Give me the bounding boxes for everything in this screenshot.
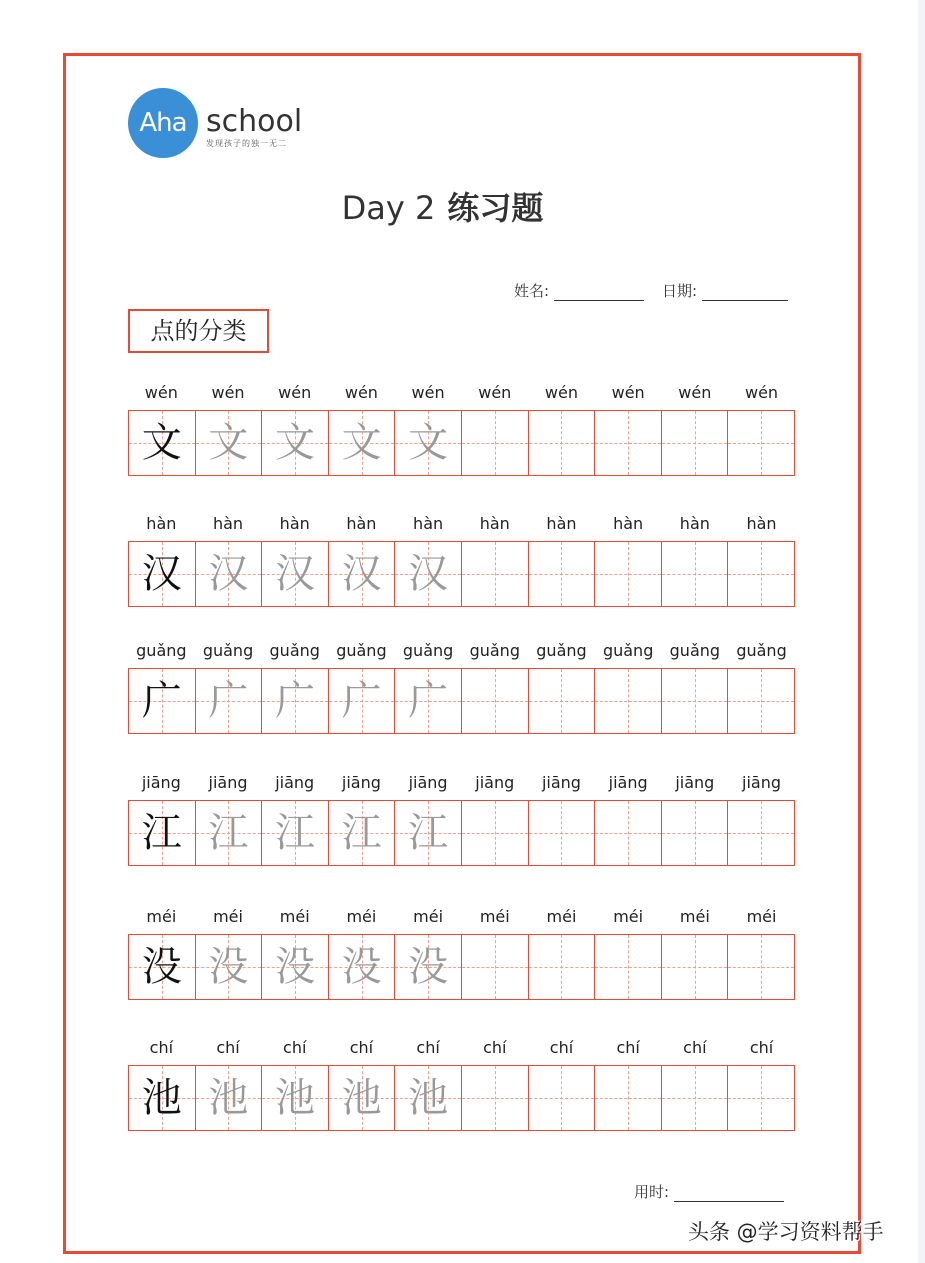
model-character: 没: [141, 944, 182, 990]
pinyin: guǎng: [669, 641, 721, 660]
writing-cell[interactable]: [462, 1066, 529, 1130]
trace-character: 江: [274, 810, 315, 856]
pinyin: hàn: [613, 514, 644, 533]
pinyin: wén: [278, 383, 312, 402]
pinyin: hàn: [479, 514, 510, 533]
practice-row: [128, 907, 795, 1000]
writing-cell[interactable]: [529, 669, 596, 733]
pinyin: wén: [211, 383, 245, 402]
writing-cell[interactable]: [329, 542, 396, 606]
pinyin: jiāng: [275, 773, 315, 792]
trace-character: 池: [408, 1075, 449, 1121]
writing-cell[interactable]: [196, 1066, 263, 1130]
name-field: [514, 280, 644, 301]
pinyin: chí: [683, 1038, 707, 1057]
trace-character: 广: [341, 678, 382, 724]
time-blank[interactable]: [674, 1185, 784, 1202]
pinyin: jiāng: [141, 773, 181, 792]
pinyin: guǎng: [536, 641, 587, 660]
tianzige-grid: [128, 934, 795, 1000]
model-character: 文: [141, 420, 182, 466]
writing-cell[interactable]: [129, 801, 196, 865]
writing-cell[interactable]: [129, 542, 196, 606]
pinyin: guǎng: [736, 641, 787, 660]
date-blank[interactable]: [702, 284, 788, 301]
pinyin: méi: [146, 907, 177, 926]
writing-cell[interactable]: [196, 801, 263, 865]
pinyin: wén: [744, 383, 779, 402]
writing-cell[interactable]: [395, 935, 462, 999]
writing-cell[interactable]: [462, 801, 529, 865]
pinyin-row: [128, 907, 795, 929]
pinyin: wén: [611, 383, 645, 402]
writing-cell[interactable]: [395, 801, 462, 865]
trace-character: 池: [208, 1075, 249, 1121]
trace-character: 广: [274, 678, 315, 724]
pinyin: guǎng: [602, 641, 654, 660]
pinyin: méi: [413, 907, 444, 926]
pinyin: wén: [544, 383, 578, 402]
pinyin: chí: [483, 1038, 507, 1057]
date-label: 日期:: [662, 282, 698, 300]
pinyin: chí: [749, 1038, 774, 1057]
writing-cell[interactable]: [728, 1066, 795, 1130]
pinyin: jiāng: [541, 773, 581, 792]
writing-cell[interactable]: [329, 411, 396, 475]
practice-row: [128, 1038, 795, 1131]
writing-cell[interactable]: [728, 542, 795, 606]
pinyin: guǎng: [402, 641, 454, 660]
writing-cell[interactable]: [529, 801, 596, 865]
tianzige-grid: [128, 541, 795, 607]
pinyin: jiāng: [475, 773, 515, 792]
writing-cell[interactable]: [595, 669, 662, 733]
writing-cell[interactable]: [462, 411, 529, 475]
writing-cell[interactable]: [262, 1066, 329, 1130]
writing-cell[interactable]: [529, 935, 596, 999]
pinyin: chí: [549, 1038, 574, 1057]
writing-cell[interactable]: [728, 935, 795, 999]
pinyin: méi: [613, 907, 644, 926]
writing-cell[interactable]: [529, 1066, 596, 1130]
tianzige-grid: [128, 800, 795, 866]
writing-cell[interactable]: [529, 542, 596, 606]
pinyin: jiāng: [742, 773, 782, 792]
page-title: [0, 183, 885, 229]
writing-cell[interactable]: [129, 411, 196, 475]
trace-character: 没: [208, 944, 249, 990]
pinyin-row: [128, 773, 795, 795]
trace-character: 广: [408, 678, 449, 724]
title-label: 练习题: [447, 189, 544, 227]
model-character: 池: [141, 1075, 182, 1121]
pinyin: méi: [546, 907, 577, 926]
writing-cell[interactable]: [395, 1066, 462, 1130]
writing-cell[interactable]: [595, 801, 662, 865]
writing-cell[interactable]: [662, 669, 729, 733]
writing-cell[interactable]: [329, 1066, 396, 1130]
trace-character: 汉: [208, 551, 249, 597]
writing-cell[interactable]: [129, 935, 196, 999]
pinyin: wén: [478, 383, 512, 402]
pinyin-row: [128, 514, 795, 536]
writing-cell[interactable]: [395, 669, 462, 733]
pinyin: méi: [746, 907, 777, 926]
trace-character: 文: [208, 420, 249, 466]
pinyin: guǎng: [336, 641, 387, 660]
pinyin: hàn: [212, 514, 244, 533]
trace-character: 池: [274, 1075, 315, 1121]
name-blank[interactable]: [554, 284, 644, 301]
trace-character: 广: [208, 678, 249, 724]
writing-cell[interactable]: [662, 801, 729, 865]
trace-character: 池: [341, 1075, 382, 1121]
date-field: [662, 280, 788, 301]
pinyin: wén: [411, 383, 445, 402]
writing-cell[interactable]: [395, 542, 462, 606]
trace-character: 江: [341, 810, 382, 856]
writing-cell[interactable]: [728, 411, 795, 475]
trace-character: 文: [274, 420, 315, 466]
writing-cell[interactable]: [662, 542, 729, 606]
writing-cell[interactable]: [529, 411, 596, 475]
writing-cell[interactable]: [728, 669, 795, 733]
pinyin: jiāng: [675, 773, 715, 792]
writing-cell[interactable]: [262, 411, 329, 475]
pinyin: jiāng: [408, 773, 448, 792]
logo-tagline: 发现孩子的独一无二: [206, 139, 287, 148]
pinyin-row: [128, 1038, 795, 1060]
trace-character: 没: [408, 944, 449, 990]
pinyin: hàn: [346, 514, 377, 533]
writing-cell[interactable]: [196, 542, 263, 606]
pinyin: méi: [213, 907, 243, 926]
time-field: [634, 1181, 784, 1202]
pinyin: wén: [344, 383, 378, 402]
model-character: 广: [141, 678, 182, 724]
trace-character: 文: [408, 420, 449, 466]
writing-cell[interactable]: [262, 669, 329, 733]
writing-cell[interactable]: [196, 411, 263, 475]
writing-cell[interactable]: [595, 935, 662, 999]
writing-cell[interactable]: [395, 411, 462, 475]
pinyin: guǎng: [202, 641, 254, 660]
model-character: 汉: [141, 551, 182, 597]
pinyin: guǎng: [469, 641, 520, 660]
section-title: 点的分类: [128, 309, 269, 353]
writing-cell[interactable]: [462, 935, 529, 999]
pinyin: méi: [279, 907, 310, 926]
logo-word: school: [206, 104, 303, 139]
pinyin: méi: [346, 907, 377, 926]
trace-character: 江: [208, 810, 249, 856]
writing-cell[interactable]: [329, 935, 396, 999]
writing-cell[interactable]: [262, 801, 329, 865]
pinyin: chí: [616, 1038, 640, 1057]
pinyin: hàn: [146, 514, 177, 533]
pinyin: chí: [149, 1038, 174, 1057]
pinyin-row: [128, 383, 795, 405]
writing-cell[interactable]: [662, 935, 729, 999]
model-character: 江: [141, 810, 182, 856]
writing-cell[interactable]: [329, 801, 396, 865]
pinyin-row: [128, 641, 795, 663]
pinyin: chí: [283, 1038, 307, 1057]
pinyin: hàn: [679, 514, 710, 533]
pinyin: chí: [349, 1038, 374, 1057]
pinyin: hàn: [746, 514, 777, 533]
writing-cell[interactable]: [262, 542, 329, 606]
writing-cell[interactable]: [462, 542, 529, 606]
trace-character: 汉: [274, 551, 315, 597]
writing-cell[interactable]: [262, 935, 329, 999]
writing-cell[interactable]: [129, 669, 196, 733]
practice-row: [128, 514, 795, 607]
pinyin: guǎng: [136, 641, 187, 660]
pinyin: hàn: [546, 514, 577, 533]
writing-cell[interactable]: [662, 411, 729, 475]
pinyin: wén: [678, 383, 712, 402]
writing-cell[interactable]: [462, 669, 529, 733]
logo-circle: Aha: [128, 88, 198, 158]
pinyin: wén: [144, 383, 178, 402]
pinyin: jiāng: [608, 773, 648, 792]
practice-row: [128, 773, 795, 866]
watermark: 头条 @学习资料帮手: [688, 1220, 884, 1244]
time-label: 用时:: [634, 1183, 670, 1201]
writing-cell[interactable]: [595, 542, 662, 606]
tianzige-grid: [128, 410, 795, 476]
pinyin: méi: [679, 907, 710, 926]
title-day: Day 2: [341, 189, 436, 227]
pinyin: chí: [416, 1038, 440, 1057]
pinyin: hàn: [279, 514, 310, 533]
trace-character: 江: [408, 810, 449, 856]
writing-cell[interactable]: [728, 801, 795, 865]
writing-cell[interactable]: [196, 935, 263, 999]
pinyin: jiāng: [208, 773, 248, 792]
trace-character: 汉: [408, 551, 449, 597]
trace-character: 文: [341, 420, 382, 466]
tianzige-grid: [128, 1065, 795, 1131]
trace-character: 没: [274, 944, 315, 990]
pinyin: jiāng: [341, 773, 381, 792]
trace-character: 汉: [341, 551, 382, 597]
pinyin: méi: [479, 907, 510, 926]
pinyin: hàn: [413, 514, 444, 533]
tianzige-grid: [128, 668, 795, 734]
writing-cell[interactable]: [662, 1066, 729, 1130]
practice-row: [128, 383, 795, 476]
pinyin: guǎng: [269, 641, 320, 660]
writing-cell[interactable]: [129, 1066, 196, 1130]
practice-row: [128, 641, 795, 734]
name-label: 姓名:: [514, 282, 550, 300]
writing-cell[interactable]: [196, 669, 263, 733]
pinyin: chí: [216, 1038, 240, 1057]
writing-cell[interactable]: [329, 669, 396, 733]
writing-cell[interactable]: [595, 411, 662, 475]
writing-cell[interactable]: [595, 1066, 662, 1130]
trace-character: 没: [341, 944, 382, 990]
